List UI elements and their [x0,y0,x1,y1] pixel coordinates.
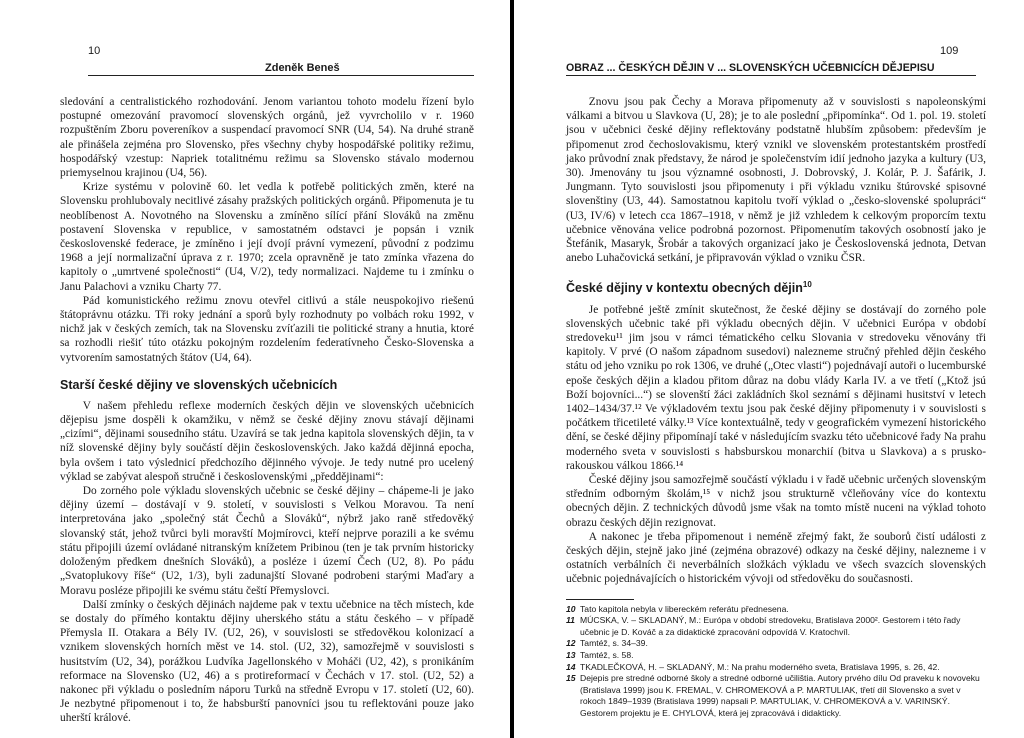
header-rule [566,75,976,76]
footnote [566,662,986,674]
footnote-rule [566,599,634,600]
paragraph: V našem přehledu reflexe moderních českých dějin ve slovenských učebnicích dějepisu jsme dospěli k okamžiku, v němž se české dějiny znovu stávají dějinami „cizími“, dějinami sousedního státu. Uzavírá se tak jedna kapitola slovenských dějin, ta v níž slovenské dějiny byly součástí dějin československých. Jako každá dějinná epocha, byla ovšem i tato výslednicí předchozího dějinného vývoje. Je tedy nutné pro ucelený výklad se zabývat alespoň stručně i československými „předdějinami“: [60,399,474,483]
paragraph-list [566,95,986,265]
paragraph: České dějiny jsou samozřejmě součástí výkladu i v řadě učebnic určených slovenským středním odborným školám,¹⁵ v nichž jsou strukturně včleňovány více do kontextu obecných dějin. Z technických důvodů jsme však na tomto místě nuceni na výklad tohoto obrazu českých dějin rezignovat. [566,474,986,529]
section-heading: Starší české dějiny ve slovenských učebnicích [60,377,338,392]
page-number: 10 [88,45,101,57]
footnote-number: 14 [566,661,576,672]
section-paragraph-list [566,303,986,587]
running-head: Zdeněk Beneš [265,62,340,74]
header-rule [88,75,474,76]
footnote [566,604,986,616]
footnote-text: Dejepis pre stredné odborné školy a stredné odborné učilištia. Autory prvého dílu Od praveku k novoveku (Bratislava 1999) jsou K. FREMAL, V. CHROMEKOVÁ a P. MARTULIAK, třetí díl Slovensko a svet v rokoch 1849–1939 (Bratislava 1999) napsali P. MARTULIAK, V. CHROMEKOVÁ a V. VARINSKÝ. Gestorem projektu je E. CHYLOVÁ, která jej zpracovává i didakticky. [580,673,980,718]
section-heading-text: České dějiny v kontextu obecných dějin [566,281,803,296]
footnote-number: 15 [566,673,576,684]
section-paragraph-list [60,399,474,726]
paragraph: Další zmínky o českých dějinách najdeme pak v textu učebnice na těch místech, kde se dostaly do přímého kontaktu dějiny uherského státu a státu českého – v případě Přemysla II. Otakara a Bély IV. (U2, 26), v souvislosti se středověkou kolonizací a vznikem slovenských horních měst ve 14. stol. (U2, 32), samozřejmě v souvislosti s husitstvím (U2, 34), porážkou Ludvíka Jagellonského v Moháči (U2, 42), s pronikáním reformace na Slovensko (U2, 46) a s protireformací v Čechách v 17. stol. (U2, 52) a nakonec při výkladu o posledním náporu Turků na středně Evropu v 17. století (U2, 60). Je nezbytné připomenout i to, že habsburští panovníci jsou tu reflektováni pouze jako uherští králové. [60,598,474,725]
paragraph-list [60,95,474,365]
footnote-text: MÚCSKA, V. – SKLADANÝ, M.: Európa v období stredoveku, Bratislava 2000². Gestorem i této řady učebnic je D. Kováč a za didaktické zpracování odpovídá V. Kratochvíl. [580,615,961,637]
footnote-text: Tato kapitola nebyla v libereckém referátu přednesena. [580,603,789,614]
running-head: OBRAZ ... ČESKÝCH DĚJIN V ... SLOVENSKÝCH UČEBNICÍCH DĚJEPISU [566,62,935,74]
footnote-number: 10 [566,603,576,614]
right-page [514,0,1024,738]
footnote [566,673,986,719]
footnote [566,615,986,638]
section-heading [566,277,986,296]
paragraph: Do zorného pole výkladu slovenských učebnic se české dějiny – chápeme-li je jako dějiny území – dostávají v 9. století, v souvislosti s Velkou Moravou. Ta není interpretována jako „společný stát Čechů a Slováků“, nýbrž jako raně středověký slovanský stát, jehož tvůrci byli moravští Mojmírovci, kteří nejprve porazili a ke svému státu připojili území ovládané nitranským knížetem Pribinou (ten je tak prvním historicky doloženým předkem dnešních Slováků), a posléze i území Čech (U2, 8). Po pádu „Svatoplukovy říše“ (U2, 1/3), byli zadunajští Slované podrobeni starými Maďary a Moravu posléze připojili ke svému státu čeští Přemyslovci. [60,485,474,597]
page-number: 109 [940,45,959,57]
footnote-text: Tamtéž, s. 34–39. [580,638,648,649]
footnote-ref: 10 [802,280,812,290]
footnote-number: 12 [566,638,576,649]
text-column [566,95,986,720]
text-column [60,95,474,726]
footnote [566,638,986,650]
paragraph: Je potřebné ještě zmínit skutečnost, že české dějiny se dostávají do zorného pole slovenských učebnic také při výkladu obecných dějin. V učebnici Európa v období stredoveku¹¹ jim jsou v rámci tématického celku Slovania v stredoveku věnovány tři kapitoly. V prvé (O našom západnom susedovi) nalezneme stručný přehled dějin českého státu od jeho vzniku po rok 1306, ve druhé („Otec vlasti“) pojednávají autoři o lucemburské epoše českých dějin a kladou přitom důraz na dobu vlády Karla IV. a ve třetí („Ktož jsú Boží bojovníci...“) se slovenští žáci zakládních škol seznámí s dějinami husitství v letech 1402–1434/37.¹² Ve výkladovém textu jsou pak české dějiny připomenuty i v souvislosti s počátkem třicetileté války.¹³ Více kontextuálně, tedy v geografickém vymezení historického dění, se české dějiny připomínají také v následujícím svazku této učebnicové řady Na prahu moderného sveta v souvislosti s habsburskou monarchií (bitva u Slavkova) a s prusko-rakouskou válkou 1866.¹⁴ [566,303,986,472]
footnote [566,650,986,662]
paragraph: sledování a centralistického rozhodování. Jenom variantou tohoto modelu řízení bylo postupné omezování pravomocí slovenských orgánů, jež vyvrcholilo v r. 1960 rozpuštěním Zboru povereníkov a suspendací pravomocí SNR (U4, 54). Na druhé straně ale přinášela zejména pro Slovensko, přes všechny chyby hospodářské politiky režimu, hospodářský vzestup: Napriek totalitnému režimu sa Slovensko stávalo modernou priemyselnou krajinou (U4, 56). [60,96,474,180]
paragraph: Krize systému v polovině 60. let vedla k potřebě politických změn, které na Slovensku prohlubovaly necitlivé zásahy pražských politických orgánů. Připomenuta je tu neoblíbenost A. Novotného na Slovensku a zmíněno sílící přání Slováků na změnu postavení Slovenska v republice, v samostatném odstavci je popsán i vznik československé federace, je zmíněno i její dvojí právní vymezení, původní z podzimu 1968 a její normalizační úprava z r. 1970; zcela opravněně je tato zmínka vřazena do kapitoly o „umrtvené společnosti“ (U4, V/2), tedy normalizaci. Najdeme tu i zmínku o Janu Palachovi a vzniku Charty 77. [60,181,474,293]
footnote-text: TKADLEČKOVÁ, H. – SKLADANÝ, M.: Na prahu moderného sveta, Bratislava 1995, s. 26, 42. [580,661,940,672]
left-page [0,0,510,738]
footnote-list [566,604,986,720]
paragraph: Znovu jsou pak Čechy a Morava připomenuty až v souvislosti s napoleonskými válkami a bitvou u Slavkova (U, 28); je to ale poslední „připomínka“. Od 1. pol. 19. století jsou v učebnici české dějiny reflektovány podstatně hlubším způsobem: především je připomenut zrod čechoslovakismu, který vznikl ve slovenském protestantském prostředí jako průvodní znak představy, že národ je společenstvím idií jednoho jazyka a kultury (U3, 30). Jmenovány tu jsou významné osobnosti, J. Dobrovský, J. Kolár, P. J. Šafárik, J. Jungmann. Tyto souvislosti jsou připomenuty i při výkladu vzniku štúrovské spisovné slovenštiny (U3, 44). Samostatnou kapitolu tvoří výklad o „česko-slovenské spolupráci“ (U3, IV/6) v letech cca 1867–1918, v němž je již vzhledem k celkovým proporcím textu učebnice věnována velice podrobná pozornost. Připomenutím takových osobností jako je Štefánik, Masaryk, Šrobár a takových organizací jako je Československá jednota, Detvan anebo Luhačovická setkání, je připravován výklad o vzniku ČSR. [566,96,986,265]
paragraph: Pád komunistického režimu znovu otevřel citlivú a stále neuspokojivo riešenú štátoprávnu otázku. Tři roky jednání a sporů byly rozhodnuty po volbách roku 1992, v nichž jak v českých zemích, tak na Slovensku zvíťazili tie politické strany a hnutia, ktoré sa rozhodli riešiť túto otázku pokojným rozdelením federatívneho Česko-Slovenska a vytvorením samostatných štátov (U4, 64). [60,294,474,364]
footnote-text: Tamtéž, s. 58. [580,650,634,661]
footnote-number: 11 [566,615,575,626]
paragraph: A nakonec je třeba připomenout i neméně zřejmý fakt, že souborů čistí události z českých dějin, stejně jako jiné (zejména obrazové) odkazy na české dějiny, nalezneme i v ostatních verbálních či neverbálních složkách výkladu ve všech svazcích slovenských učebnic pojednávajících o historickém vývoji od středověku do současnosti. [566,530,986,586]
footnote-number: 13 [566,650,576,661]
